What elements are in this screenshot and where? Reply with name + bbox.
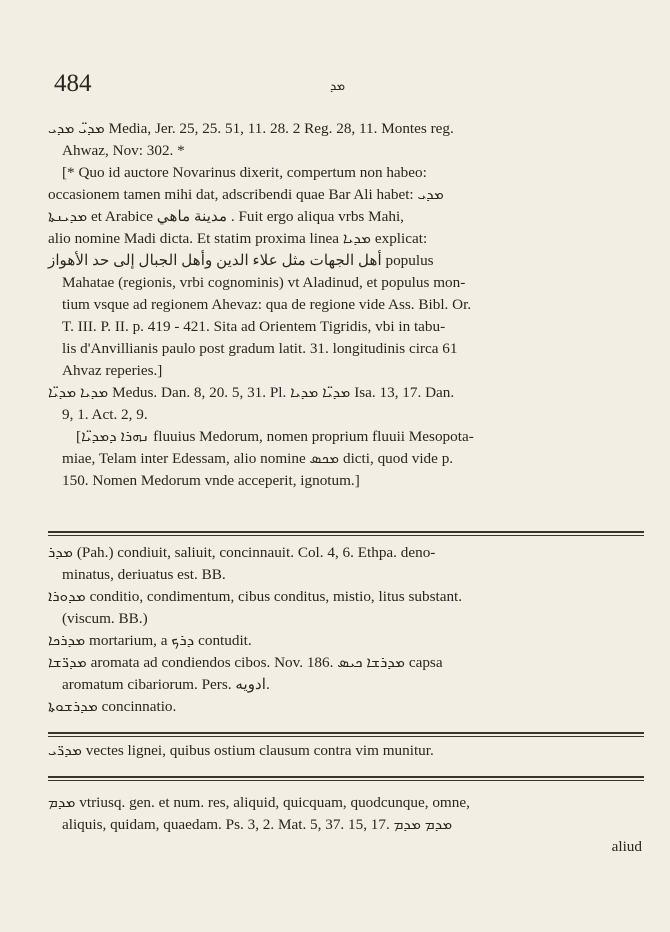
- text-line: occasionem tamen mihi dat, adscribendi quae Bar Ali habet: ܡܕܝ: [48, 186, 444, 203]
- entry-madre-vectes: [48, 740, 643, 762]
- text-line: aromatum cibariorum. Pers. ادويه.: [62, 676, 270, 693]
- catchword: aliud: [611, 838, 642, 855]
- text-line: (viscum. BB.): [62, 610, 148, 627]
- text-line: 9, 1. Act. 2, 9.: [62, 406, 148, 423]
- text-line: ܡܕܡ vtriusq. gen. et num. res, aliquid, quicquam, quodcunque, omne,: [48, 794, 470, 811]
- text-line: 150. Nomen Medorum vnde acceperit, ignotum.]: [62, 472, 360, 489]
- text-line: ܡܕܪ̈ܫܐ aromata ad condiendos cibos. Nov. 186. ܡܕܪܫܐ ܟܝܣ capsa: [48, 654, 443, 671]
- text-line: ܡܕܪܟܐ mortarium, a ܕܪܟ contudit.: [48, 632, 252, 649]
- text-line: minatus, deriuatus est. BB.: [62, 566, 226, 583]
- text-line: [ܢܗܪܐ ܕܡܕܝ̈ܐ fluuius Medorum, nomen proprium fluuii Mesopota-: [76, 428, 474, 445]
- section-divider: [48, 736, 644, 737]
- text-line: ܡܕܪܫܘܬܐ concinnatio.: [48, 698, 177, 715]
- text-line: tium vsque ad regionem Ahevaz: qua de regione vide Ass. Bibl. Or.: [62, 296, 472, 313]
- text-line: Mahatae (regionis, vrbi cognominis) vt Aladinud, et populus mon-: [62, 274, 466, 291]
- text-line: ܡܕܪ (Pah.) condiuit, saliuit, concinnauit. Col. 4, 6. Ethpa. deno-: [48, 544, 436, 561]
- section-divider: [48, 780, 644, 781]
- section-divider: [48, 732, 644, 734]
- section-divider: [48, 776, 644, 778]
- text-line: [* Quo id auctore Novarinus dixerit, compertum non habeo:: [62, 164, 427, 181]
- entry-medem: [48, 792, 643, 836]
- page-number: 484: [54, 70, 92, 97]
- entry-madar: [48, 542, 643, 718]
- text-line: ܡܕܪ̈ܝ vectes lignei, quibus ostium clausum contra vim munitur.: [48, 742, 434, 759]
- text-line: أهل الجهات مثل علاء الدين وأهل الجبال إلى حد الأهواز populus: [48, 252, 434, 269]
- catchword-row: [48, 836, 642, 858]
- running-head: ܡܕ: [330, 79, 346, 94]
- text-line: Ahwaz, Nov: 302. *: [62, 142, 185, 159]
- entry-madi-media: [48, 118, 643, 492]
- text-line: ܡܕܝܐ ܡܕܝ̈ܐ Medus. Dan. 8, 20. 5, 31. Pl. ܡܕܝ̈ܐ ܡܕܝܐ Isa. 13, 17. Dan.: [48, 384, 455, 401]
- text-line: alio nomine Madi dicta. Et statim proxima linea ܡܕܝܐ explicat:: [48, 230, 428, 247]
- section-divider: [48, 535, 644, 536]
- text-line: ܡܕܘܪܐ conditio, condimentum, cibus conditus, mistio, litus substant.: [48, 588, 463, 605]
- section-divider: [48, 531, 644, 533]
- text-line: ܡܕܝܢܬܐ et Arabice مدينة ماهي . Fuit ergo aliqua vrbs Mahi,: [48, 208, 404, 225]
- text-line: ܡܕܝ̈ ܡܕܝ Media, Jer. 25, 25. 51, 11. 28. 2 Reg. 28, 11. Montes reg.: [48, 120, 454, 137]
- text-line: miae, Telam inter Edessam, alio nomine ܡܟܣ dicti, quod vide p.: [62, 450, 454, 467]
- text-line: lis d'Anvillianis paulo post gradum latit. 31. longitudinis circa 61: [62, 340, 458, 357]
- text-line: Ahvaz reperies.]: [62, 362, 163, 379]
- text-line: aliquis, quidam, quaedam. Ps. 3, 2. Mat. 5, 37. 15, 17. ܡܕܡ ܡܕܡ: [62, 816, 453, 833]
- text-line: T. III. P. II. p. 419 - 421. Sita ad Orientem Tigridis, vbi in tabu-: [62, 318, 446, 335]
